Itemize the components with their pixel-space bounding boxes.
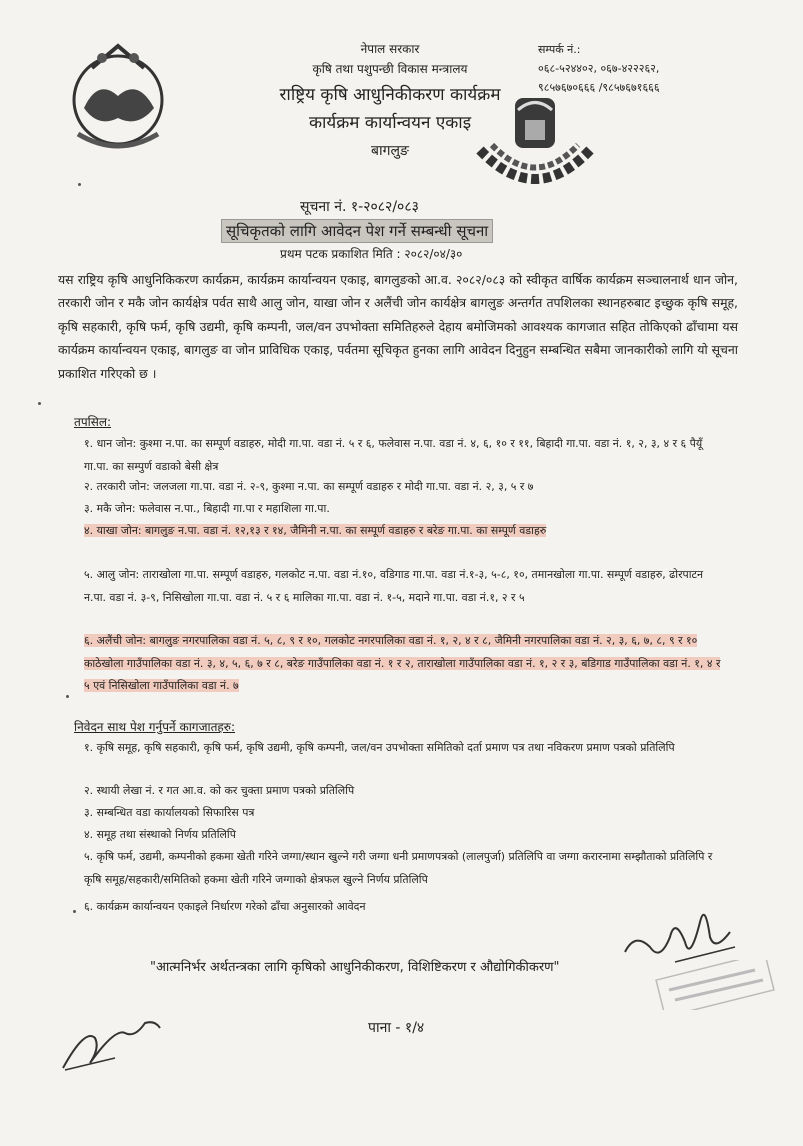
header-location: बागलुङ — [371, 143, 409, 159]
tapsil-title: तपसिल: — [74, 415, 112, 429]
notice-subject: सूचिकृतको लागि आवेदन पेश गर्ने सम्बन्धी सूचना — [221, 219, 493, 243]
page-number: पाना - १/४ — [368, 1020, 425, 1036]
tapsil-item: १. धान जोन: कुश्मा न.पा. का सम्पूर्ण वडाहरु, मोदी गा.पा. वडा नं. ५ र ६, फलेवास न.पा. वडा नं. ४, ६, १० र ११, बिहादी गा.पा. वडा नं. १, २, ३, ४ र ६ पैयूँ गा.पा. का सम्पुर्ण वडाको बेसी क्षेत्र — [84, 437, 703, 473]
contact-phone-1: ०६८-५२४४०२, ०६७-४२२२६२, — [538, 62, 660, 75]
contact-label: सम्पर्क नं.: — [538, 43, 581, 56]
document-item: १. कृषि समूह, कृषि सहकारी, कृषि फर्म, कृषि उद्यमी, कृषि कम्पनी, जल/वन उपभोक्ता समितिको दर्ता प्रमाण पत्र तथा नविकरण प्रमाण पत्रको प्रतिलिपि — [84, 741, 675, 754]
header-unit: कार्यक्रम कार्यान्वयन एकाइ — [308, 113, 472, 133]
scan-speck — [66, 695, 69, 698]
highlighted-text: ४. याखा जोन: बागलुङ न.पा. वडा नं. १२,१३ र १४, जैमिनी न.पा. का सम्पूर्ण वडाहरु र बरेङ गा.पा. का सम्पूर्ण वडाहरु — [84, 524, 547, 537]
notice-number: सूचना नं. १-२०८२/०८३ — [300, 199, 419, 215]
tapsil-item-highlighted — [84, 520, 724, 543]
scan-speck — [78, 183, 81, 186]
contact-block — [538, 40, 660, 97]
officer-stamp — [655, 960, 775, 1010]
header-government: नेपाल सरकार — [360, 42, 420, 56]
document-item: ६. कार्यक्रम कार्यान्वयन एकाइले निर्धारण गरेको ढाँचा अनुसारको आवेदन — [84, 900, 366, 913]
scan-speck — [38, 402, 41, 405]
document-item: २. स्थायी लेखा नं. र गत आ.व. को कर चुक्ता प्रमाण पत्रको प्रतिलिपि — [84, 784, 355, 797]
publish-date: प्रथम पटक प्रकाशित मिति : २०८२/०४/३० — [280, 247, 463, 261]
document-item: ४. समूह तथा संस्थाको निर्णय प्रतिलिपि — [84, 828, 236, 841]
footer-motto: "आत्मनिर्भर अर्थतन्त्रका लागि कृषिको आधुनिकीकरण, विशिष्टिकरण र औद्योगिकीकरण" — [150, 960, 560, 975]
scan-speck — [73, 910, 76, 913]
tapsil-item: ५. आलु जोन: ताराखोला गा.पा. सम्पूर्ण वडाहरु, गलकोट न.पा. वडा नं.१०, वडिगाड गा.पा. वडा नं.१-३, ५-८, १०, तमानखोला गा.पा. सम्पूर्ण वडाहरु, ढोरपाटन न.पा. वडा नं. ३-९, निसिखोला गा.पा. वडा नं. ५ र ६ मालिका गा.पा. वडा नं. १-५, मदाने गा.पा. वडा नं.१, २ र ५ — [84, 568, 704, 604]
document-item: ३. सम्बन्धित वडा कार्यालयको सिफारिस पत्र — [84, 806, 255, 819]
document-item: ५. कृषि फर्म, उद्यमी, कम्पनीको हकमा खेती गरिने जग्गा/स्थान खुल्ने गरी जग्गा धनी प्रमाणपत्रको (लालपुर्जा) प्रतिलिपि वा जग्गा करारनामा सम्झौताको प्रतिलिपि र कृषि समूह/सहकारी/समितिको हकमा खेती गरिने जग्गाको क्षेत्रफल खुल्ने निर्णय प्रतिलिपि — [84, 850, 713, 886]
tapsil-item-highlighted — [84, 630, 724, 698]
highlighted-text: ६. अलैंची जोन: बागलुङ नगरपालिका वडा नं. ५, ८, ९ र १०, गलकोट नगरपालिका वडा नं. १, २, ४ र ८, जैमिनी नगरपालिका वडा नं. २, ३, ६, ७, ८, ९ र १० काठेखोला गाउँपालिका वडा नं. ३, ४, ५, ६, ७ र ८, बरेङ गाउँपालिका वडा नं. १ र २, ताराखोला गाउँपालिका वडा नं. १, २ र ३, बडिगाड गाउँपालिका वडा नं. १, ४ र ५ एवं निसिखोला गाउँपालिका वडा नं. ७ — [84, 634, 721, 692]
header-programme: राष्ट्रिय कृषि आधुनिकीकरण कार्यक्रम — [279, 85, 501, 105]
documents-title: निवेदन साथ पेश गर्नुपर्ने कागजातहरु: — [74, 720, 236, 734]
header-ministry: कृषि तथा पशुपन्छी विकास मन्त्रालय — [312, 62, 468, 76]
tapsil-item: २. तरकारी जोन: जलजला गा.पा. वडा नं. २-९, कुश्मा न.पा. का सम्पूर्ण वडाहरु र मोदी गा.पा. वडा नं. २, ३, ५ र ७ — [84, 480, 534, 493]
body-paragraph: यस राष्ट्रिय कृषि आधुनिकिकरण कार्यक्रम, कार्यक्रम कार्यान्वयन एकाइ, बागलुङको आ.व. २०८२/०८३ को स्वीकृत वार्षिक कार्यक्रम सञ्चालनार्थ धान जोन, तरकारी जोन र मकै जोन कार्यक्षेत्र पर्वत साथै आलु जोन, याखा जोन र अलैंची जोन कार्यक्षेत्र बागलुङ अन्तर्गत तपशिलका स्थानहरुबाट इच्छुक कृषि समूह, कृषि सहकारी, कृषि फर्म, कृषि उद्यमी, कृषि कम्पनी, जल/वन उपभोक्ता समितिहरुले देहाय बमोजिमको आवश्यक कागजात सहित तोकिएको ढाँचामा यस कार्यक्रम कार्यान्वयन एकाइ, बागलुङ वा जोन प्राविधिक एकाइ, पर्वतमा सूचिकृत हुनका लागि आवेदन दिनुहुन सम्बन्धित सबैमा जानकारीको लागि यो सूचना प्रकाशित गरिएको छ । — [58, 272, 738, 381]
contact-phone-2: ९८५७६७०६६६ /९८५७६७१६६६ — [538, 81, 660, 94]
tapsil-item: ३. मकै जोन: फलेवास न.पा., बिहादी गा.पा र महाशिला गा.पा. — [84, 502, 330, 515]
initial-signature — [55, 1008, 185, 1078]
nepal-emblem-logo — [58, 38, 178, 158]
